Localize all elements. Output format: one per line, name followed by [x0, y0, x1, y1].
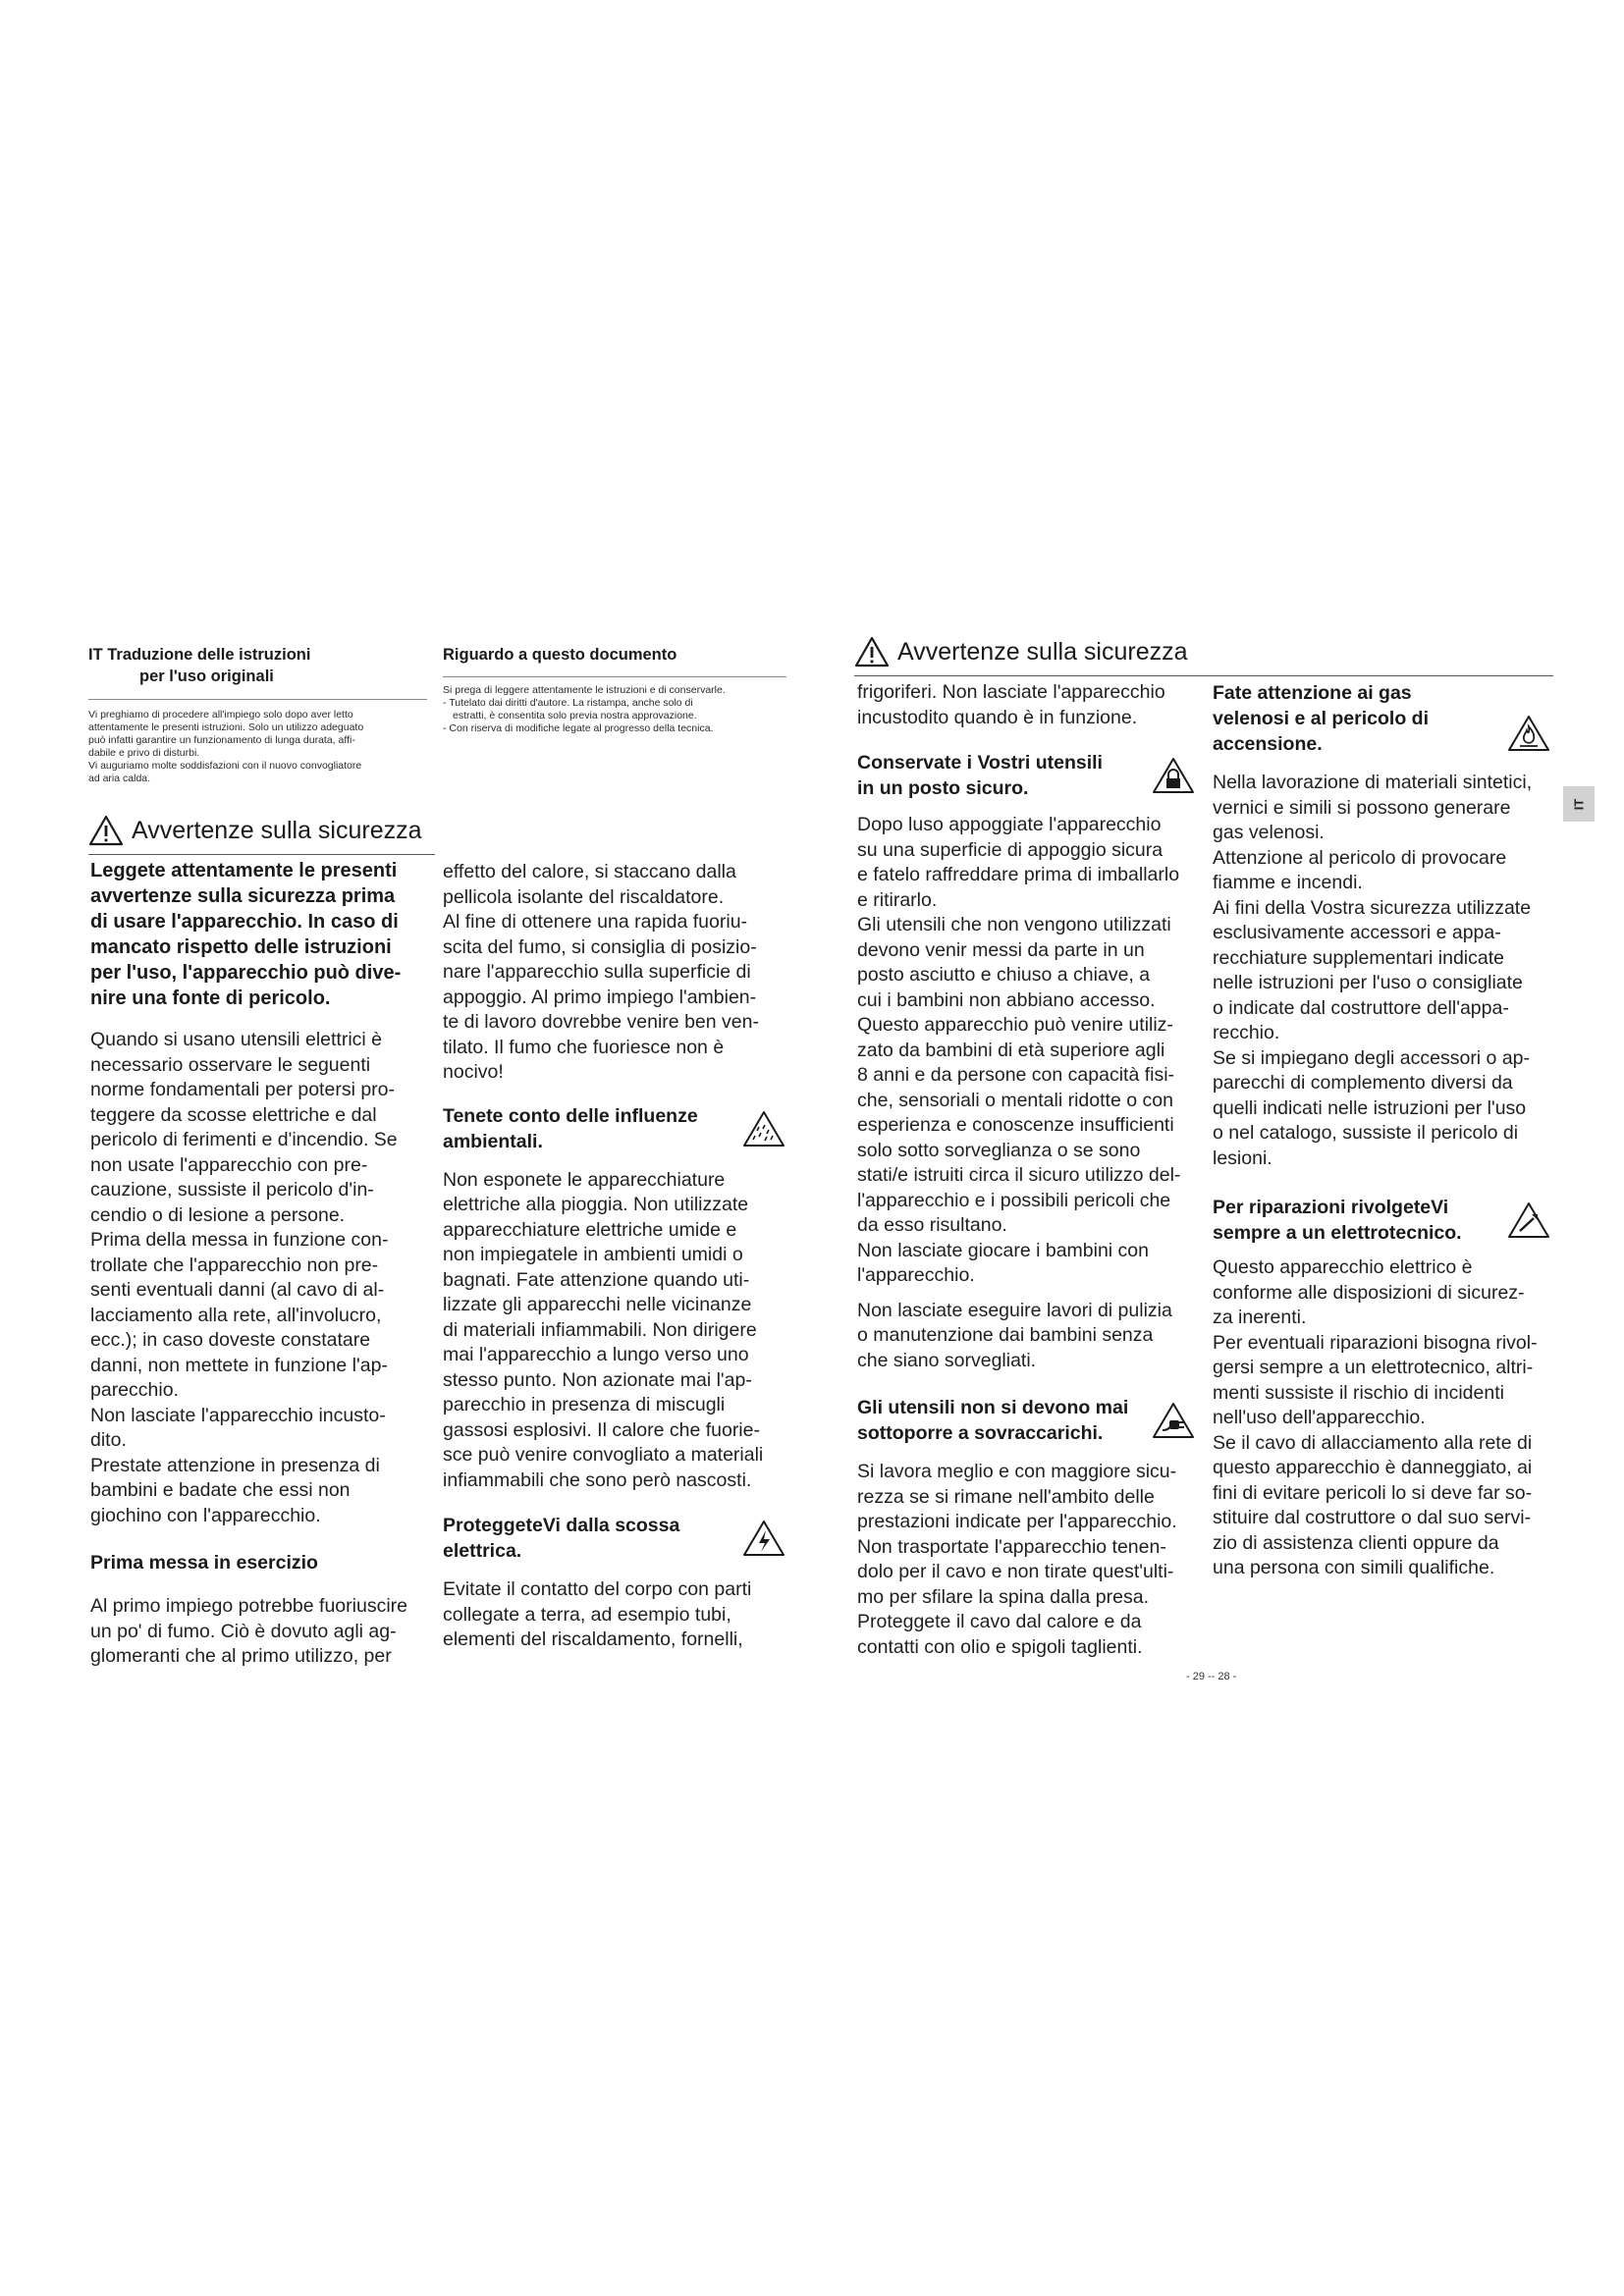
intro-line: Vi auguriamo molte soddisfazioni con il nuovo convogliatore [88, 760, 362, 772]
subhead-electric-shock [443, 1513, 786, 1564]
text-line: ecc.); in caso doveste constatare [90, 1329, 371, 1351]
text-line: fini di evitare pericoli lo si deve far so- [1213, 1481, 1533, 1504]
language-tab [1563, 786, 1595, 822]
padlock-icon [1151, 756, 1196, 795]
text-line: teggere da scosse elettriche e dal [90, 1103, 377, 1126]
subhead-text [1213, 680, 1429, 757]
bold-intro [90, 858, 429, 1011]
text-line: norme fondamentali per potersi pro- [90, 1079, 395, 1100]
text-line: devono venir messi da parte in un [857, 938, 1145, 961]
subhead-repairs [1213, 1195, 1551, 1246]
text-line: effetto del calore, si staccano dalla [443, 861, 736, 882]
text-line: appoggio. Al primo impiego l'ambien- [443, 986, 757, 1008]
bold-line: mancato rispetto delle istruzioni [90, 936, 392, 958]
text-line: cendio o di lesione a persone. [90, 1203, 346, 1226]
doc-title-line2: per l'uso originali [139, 667, 274, 685]
text-line: fiamme e incendi. [1213, 872, 1363, 893]
intro-line: estratti, è consentita solo previa nostra approvazione. [453, 710, 697, 721]
rain-icon [741, 1109, 786, 1148]
text-line: conforme alle disposizioni di sicurez- [1213, 1281, 1525, 1304]
text-line: te di lavoro dovrebbe venire ben ven- [443, 1011, 759, 1033]
text-line: gassosi esplosivi. Il calore che fuorie- [443, 1418, 760, 1441]
intro-line: attentamente le presenti istruzioni. Solo un utilizzo adeguato [88, 721, 364, 733]
left-col2 [443, 860, 786, 1653]
text-line: Non lasciate eseguire lavori di pulizia [857, 1299, 1172, 1321]
text-line: infiammabili che sono però nascosti. [443, 1468, 752, 1491]
section-rule-right [854, 675, 1553, 676]
text-line: frigoriferi. Non lasciate l'apparecchio [857, 681, 1165, 703]
text-line: scita del fumo, si consiglia di posizio- [443, 935, 757, 958]
text-line: non impiegatele in ambienti umidi o [443, 1244, 743, 1265]
subhead-line: ambientali. [443, 1130, 543, 1152]
text-line: rezza se si rimane nell'ambito delle [857, 1485, 1155, 1508]
text-line: che siano sorvegliati. [857, 1349, 1037, 1371]
subhead-line: Fate attenzione ai gas [1213, 682, 1412, 704]
text-line: Proteggete il cavo dal calore e da [857, 1611, 1142, 1632]
text-line: nare l'apparecchio sulla superficie di [443, 961, 751, 983]
section-heading-right [854, 636, 1188, 667]
subhead-first-use: Prima messa in esercizio [90, 1552, 318, 1574]
text-line: gas velenosi. [1213, 822, 1325, 843]
text-line: Questo apparecchio può venire utiliz- [857, 1014, 1173, 1036]
subhead-environment [443, 1103, 786, 1154]
paragraph-environment [443, 1168, 786, 1494]
text-line: esperienza e conoscenze insufficienti [857, 1114, 1174, 1136]
text-line: Questo apparecchio elettrico è [1213, 1256, 1473, 1278]
warning-triangle-icon [854, 636, 890, 667]
text-line: contatti con olio e spigoli taglienti. [857, 1635, 1143, 1658]
section-title: Avvertenze sulla sicurezza [132, 817, 422, 844]
subhead-overload [857, 1395, 1196, 1446]
text-line: Quando si usano utensili elettrici è [90, 1029, 383, 1050]
text-line: cauzione, sussiste il pericolo d'in- [90, 1179, 374, 1201]
paragraph-first-use-cont [443, 860, 786, 1086]
intro-line: - Con riserva di modifiche legate al progresso della tecnica. [443, 722, 714, 734]
header-rule-right [443, 676, 786, 677]
text-line: mai l'apparecchio a lungo verso uno [443, 1344, 749, 1365]
intro-line: può infatti garantire un funzionamento di lunga durata, affi- [88, 734, 355, 746]
fire-flammable-icon [1506, 714, 1551, 753]
subhead-toxic-gas [1213, 680, 1551, 757]
subhead-line: sottoporre a sovraccarichi. [857, 1422, 1104, 1444]
text-line: elettriche alla pioggia. Non utilizzate [443, 1194, 749, 1215]
text-line: Si lavora meglio e con maggiore sicu- [857, 1461, 1177, 1482]
text-line: Prestate attenzione in presenza di [90, 1454, 380, 1476]
text-line: nell'uso dell'apparecchio. [1213, 1407, 1426, 1428]
text-line: recchio. [1213, 1022, 1280, 1043]
subhead-text [857, 1395, 1128, 1446]
intro-line: Vi preghiamo di procedere all'impiego solo dopo aver letto [88, 709, 353, 721]
subhead-line: Conservate i Vostri utensili [857, 752, 1103, 774]
paragraph-general [90, 1028, 429, 1528]
text-line: stesso punto. Non azionate mai l'ap- [443, 1368, 752, 1391]
text-line: senti eventuali danni (al cavo di al- [90, 1279, 385, 1301]
text-line: trollate che l'apparecchio non pre- [90, 1254, 379, 1276]
intro-line: - Tutelato dai diritti d'autore. La ristampa, anche solo di [443, 697, 693, 709]
subhead-line: accensione. [1213, 733, 1323, 755]
text-line: posto asciutto e chiuso a chiave, a [857, 964, 1151, 986]
text-line: zato da bambini di età superiore agli [857, 1039, 1165, 1061]
section-heading-left [88, 815, 422, 846]
text-line: su una superficie di appoggio sicura [857, 838, 1164, 861]
bold-line: Leggete attentamente le presenti [90, 860, 398, 881]
text-line: prestazioni indicate per l'apparecchio. [857, 1511, 1177, 1532]
right-col1 [857, 680, 1196, 1660]
text-line: pellicola isolante del riscaldatore. [443, 885, 725, 908]
text-line: gersi sempre a un elettrotecnico, altri- [1213, 1357, 1534, 1378]
text-line: 8 anni e da persone con capacità fisi- [857, 1064, 1175, 1086]
text-line: parecchi di complemento diversi da [1213, 1072, 1513, 1094]
bold-line: per l'uso, l'apparecchio può dive- [90, 962, 402, 984]
text-line: Attenzione al pericolo di provocare [1213, 846, 1507, 869]
text-line: questo apparecchio è danneggiato, ai [1213, 1457, 1533, 1478]
text-line: Al fine di ottenere una rapida fuoriu- [443, 911, 748, 933]
text-line: necessario osservare le seguenti [90, 1053, 371, 1076]
text-line: esclusivamente accessori e appa- [1213, 922, 1501, 943]
text-line: solo sotto sorveglianza o se sono [857, 1139, 1141, 1161]
left-col1 [90, 858, 429, 1670]
intro-line: Si prega di leggere attentamente le istruzioni e di conservarle. [443, 684, 726, 696]
document-about-title: Riguardo a questo documento [443, 646, 677, 664]
text-line: giochino con l'apparecchio. [90, 1504, 321, 1526]
text-line: nocivo! [443, 1061, 504, 1083]
paragraph-cleaning [857, 1299, 1196, 1374]
text-line: Se si impiegano degli accessori o ap- [1213, 1046, 1531, 1069]
right-col2 [1213, 680, 1551, 1581]
text-line: pericolo di ferimenti e d'incendio. Se [90, 1129, 398, 1150]
text-line: dito. [90, 1429, 127, 1451]
intro-text-left [88, 709, 427, 785]
text-line: recchiature supplementari indicate [1213, 946, 1504, 969]
subhead-line: velenosi e al pericolo di [1213, 708, 1429, 729]
subhead-line: elettrica. [443, 1540, 522, 1562]
text-line: Prima della messa in funzione con- [90, 1229, 389, 1251]
subhead-text [443, 1103, 698, 1154]
text-line: o indicate dal costruttore dell'appa- [1213, 996, 1509, 1019]
text-line: dolo per il cavo e non tirate quest'ulti- [857, 1561, 1174, 1582]
intro-line: ad aria calda. [88, 773, 151, 784]
left-col1-header [88, 644, 427, 687]
subhead-line: Per riparazioni rivolgeteVi [1213, 1197, 1449, 1218]
section-title: Avvertenze sulla sicurezza [897, 638, 1188, 666]
language-tab-label: IT [1571, 798, 1587, 810]
text-line: parecchio. [90, 1379, 179, 1401]
subhead-text [1213, 1195, 1462, 1246]
text-line: Al primo impiego potrebbe fuoriuscire [90, 1595, 407, 1617]
page-numbers: - 29 -- 28 - [1186, 1671, 1237, 1682]
text-line: tilato. Il fumo che fuoriesce non è [443, 1036, 725, 1058]
paragraph-overload [857, 1460, 1196, 1660]
text-line: bagnati. Fate attenzione quando uti- [443, 1268, 750, 1291]
paragraph-shock-cont [857, 680, 1196, 730]
warning-triangle-icon [88, 815, 124, 846]
text-line: elementi del riscaldamento, fornelli, [443, 1629, 743, 1650]
electric-shock-icon [741, 1519, 786, 1558]
text-line: Evitate il contatto del corpo con parti [443, 1578, 752, 1600]
text-line: stati/e istruiti circa il sicuro utilizzo del- [857, 1164, 1181, 1186]
text-line: lesioni. [1213, 1147, 1272, 1169]
subhead-line: sempre a un elettrotecnico. [1213, 1222, 1462, 1244]
text-line: una persona con simili qualifiche. [1213, 1557, 1495, 1578]
subhead-line: ProteggeteVi dalla scossa [443, 1515, 680, 1536]
text-line: o manutenzione dai bambini senza [857, 1324, 1154, 1346]
text-line: mo per sfilare la spina dalla presa. [857, 1585, 1149, 1608]
text-line: glomeranti che al primo utilizzo, per [90, 1645, 392, 1667]
repair-tool-icon [1506, 1201, 1551, 1240]
text-line: cui i bambini non abbiano accesso. [857, 988, 1156, 1011]
text-line: menti sussiste il rischio di incidenti [1213, 1381, 1504, 1404]
text-line: lizzate gli apparecchi nelle vicinanze [443, 1294, 752, 1315]
paragraph-repairs [1213, 1255, 1551, 1581]
paragraph-store-tools [857, 813, 1196, 1289]
text-line: Non lasciate giocare i bambini con [857, 1239, 1149, 1261]
intro-text-right [443, 684, 786, 735]
text-line: quelli indicati nelle istruzioni per l'uso [1213, 1096, 1527, 1119]
text-line: di materiali infiammabili. Non dirigere [443, 1318, 757, 1341]
paragraph-toxic-gas [1213, 771, 1551, 1171]
subhead-line: Gli utensili non si devono mai [857, 1397, 1129, 1418]
bold-line: nire una fonte di pericolo. [90, 988, 331, 1009]
header-rule-left [88, 699, 427, 700]
text-line: parecchio in presenza di miscugli [443, 1394, 726, 1415]
text-line: danni, non mettete in funzione l'ap- [90, 1354, 388, 1376]
text-line: Non lasciate l'apparecchio incusto- [90, 1404, 386, 1426]
subhead-line: Tenete conto delle influenze [443, 1104, 698, 1127]
text-line: un po' di fumo. Ciò è dovuto agli ag- [90, 1620, 397, 1642]
overload-plug-icon [1151, 1401, 1196, 1440]
text-line: collegate a terra, ad esempio tubi, [443, 1603, 731, 1626]
text-line: nelle istruzioni per l'uso o consigliate [1213, 972, 1523, 993]
text-line: apparecchiature elettriche umide e [443, 1218, 737, 1241]
text-line: incustodito quando è in funzione. [857, 706, 1138, 728]
paragraph-electric-shock [443, 1577, 786, 1653]
text-line: Dopo luso appoggiate l'apparecchio [857, 814, 1162, 835]
text-line: Ai fini della Vostra sicurezza utilizzate [1213, 896, 1532, 919]
subhead-store-tools [857, 750, 1196, 801]
text-line: bambini e badate che essi non [90, 1479, 351, 1501]
section-rule-left [88, 854, 435, 855]
text-line: che, sensoriali o mentali ridotte o con [857, 1089, 1173, 1111]
bold-line: di usare l'apparecchio. In caso di [90, 911, 399, 933]
doc-title-line1: IT Traduzione delle istruzioni [88, 646, 311, 664]
text-line: Per eventuali riparazioni bisogna rivol- [1213, 1331, 1538, 1354]
subhead-text [857, 750, 1103, 801]
text-line: stituire dal costruttore o dal suo servi- [1213, 1507, 1532, 1528]
text-line: e ritirarlo. [857, 888, 938, 911]
text-line: l'apparecchio. [857, 1264, 975, 1286]
bold-line: avvertenze sulla sicurezza prima [90, 885, 396, 907]
text-line: Se il cavo di allacciamento alla rete di [1213, 1431, 1533, 1454]
paragraph-first-use [90, 1594, 429, 1670]
subhead-line: in un posto sicuro. [857, 777, 1029, 799]
text-line: da esso risultano. [857, 1214, 1007, 1236]
text-line: Nella lavorazione di materiali sintetici, [1213, 772, 1533, 793]
text-line: za inerenti. [1213, 1307, 1307, 1328]
text-line: lacciamento alla rete, all'involucro, [90, 1304, 382, 1326]
intro-line: dabile e privo di disturbi. [88, 747, 200, 759]
text-line: non usate l'apparecchio con pre- [90, 1153, 368, 1176]
text-line: l'apparecchio e i possibili pericoli che [857, 1189, 1171, 1211]
text-line: sce può venire convogliato a materiali [443, 1444, 764, 1466]
text-line: Non trasportate l'apparecchio tenen- [857, 1535, 1166, 1558]
left-col2-header [443, 644, 786, 666]
text-line: zio di assistenza clienti oppure da [1213, 1531, 1499, 1554]
subhead-text [443, 1513, 679, 1564]
text-line: e fatelo raffreddare prima di imballarlo [857, 864, 1180, 885]
text-line: Non esponete le apparecchiature [443, 1168, 726, 1191]
text-line: o nel catalogo, sussiste il pericolo di [1213, 1122, 1519, 1144]
text-line: Gli utensili che non vengono utilizzati [857, 914, 1171, 935]
text-line: vernici e simili si possono generare [1213, 796, 1511, 819]
